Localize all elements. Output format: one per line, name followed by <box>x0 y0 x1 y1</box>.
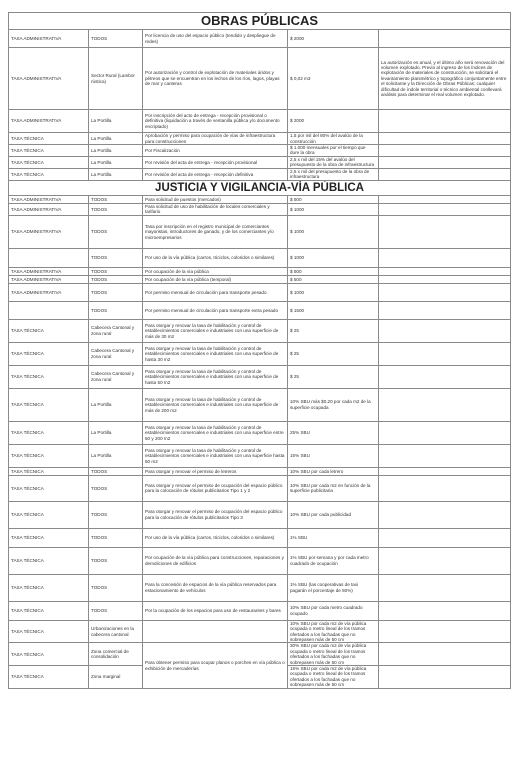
notes-cell <box>379 601 511 620</box>
ambito-cell: La Portilla <box>89 168 143 180</box>
fees-table <box>8 12 511 689</box>
ambito-cell: Cabecera Cantonal y zona rural <box>89 319 143 342</box>
ambito-cell: TODOS <box>89 301 143 319</box>
concept-cell: Aprobación y permiso para ocupación de vías de infraestructura para construcciones <box>143 133 288 145</box>
ambito-cell: TODOS <box>89 267 143 275</box>
tariff-cell: 1% SBU por semana y por cada metro cuadrado de ocupación <box>288 547 379 574</box>
section-header-row <box>9 180 511 195</box>
concept-cell: Por inscripción del acto de entrega - recepción provisional o definitiva (liquidación a través de ventanilla pública y/o documento encriptado) <box>143 110 288 133</box>
tasa-cell: TASA TÉCNICA <box>9 475 89 501</box>
tariff-cell: 10% SBU por cada letrero <box>288 467 379 475</box>
table-row <box>9 48 511 110</box>
table-row <box>9 301 511 319</box>
notes-cell <box>379 145 511 157</box>
table-row <box>9 283 511 301</box>
tasa-cell <box>9 248 89 267</box>
tasa-cell: TASA ADMINISTRATIVA <box>9 110 89 133</box>
concept-cell: Por permiso mensual de circulación para transporte extra pesado <box>143 301 288 319</box>
notes-cell <box>379 195 511 203</box>
tasa-cell: TASA TÉCNICA <box>9 547 89 574</box>
tasa-cell: TASA TÉCNICA <box>9 444 89 467</box>
notes-cell <box>379 388 511 421</box>
notes-cell <box>379 475 511 501</box>
tasa-cell: TASA TÉCNICA <box>9 145 89 157</box>
table-row <box>9 195 511 203</box>
tasa-cell: TASA ADMINISTRATIVA <box>9 215 89 248</box>
ambito-cell: TODOS <box>89 467 143 475</box>
ambito-cell: La Portilla <box>89 133 143 145</box>
section-header-row <box>9 13 511 30</box>
tasa-cell: TASA ADMINISTRATIVA <box>9 195 89 203</box>
concept-cell: Por permiso mensual de circulación para transporte pesado <box>143 283 288 301</box>
table-row <box>9 30 511 48</box>
ambito-cell: TODOS <box>89 203 143 215</box>
tasa-cell: TASA TÉCNICA <box>9 156 89 168</box>
table-row <box>9 156 511 168</box>
ambito-cell: Cabecera Cantonal y zona rural <box>89 342 143 365</box>
tariff-cell: $ 1500 <box>288 301 379 319</box>
tariff-cell: $ 1000 <box>288 215 379 248</box>
tariff-cell: 10% SBU más $0,20 por cada m2 de la superficie ocupada <box>288 388 379 421</box>
tasa-cell: TASA TÉCNICA <box>9 168 89 180</box>
tasa-cell: TASA ADMINISTRATIVA <box>9 275 89 283</box>
tasa-cell: TASA TÉCNICA <box>9 601 89 620</box>
notes-cell <box>379 547 511 574</box>
ambito-cell: La Portilla <box>89 421 143 444</box>
table-row <box>9 319 511 342</box>
notes-cell <box>379 110 511 133</box>
tasa-cell: TASA ADMINISTRATIVA <box>9 203 89 215</box>
table-row <box>9 168 511 180</box>
notes-cell <box>379 421 511 444</box>
concept-cell: Para otorgar y renovar la tasa de habilitación y control de establecimientos comerciales e industriales con una superficie de más de 200 m2 <box>143 388 288 421</box>
ambito-cell: Cabecera Cantonal y zona rural <box>89 365 143 388</box>
ambito-cell: TODOS <box>89 574 143 601</box>
table-row <box>9 528 511 547</box>
ambito-cell: TODOS <box>89 215 143 248</box>
notes-cell <box>379 248 511 267</box>
tariff-cell: 15% SBU por cada m2 de vía pública ocupada o metro lineal de los tramos ofertados a los fachadas que no sobrepasen más de 50 cm <box>288 666 379 689</box>
concept-cell: Por Fiscalización <box>143 145 288 157</box>
table-row <box>9 133 511 145</box>
concept-cell: Para otorgar y renovar el permiso de letreros <box>143 467 288 475</box>
notes-cell <box>379 528 511 547</box>
notes-cell <box>379 30 511 48</box>
tariff-cell: $ 25 <box>288 319 379 342</box>
tariff-cell: $ 0,02 m3 <box>288 48 379 110</box>
concept-cell: Por autorización y control de explotación de materiales áridos y pétreos que se encuentran en los lechos de los ríos, lagos, playas de mar y canteras <box>143 48 288 110</box>
tariff-cell: $ 25 <box>288 365 379 388</box>
concept-cell: Por ocupación de la vía pública (temporal) <box>143 275 288 283</box>
concept-cell: Para otorgar y renovar la tasa de habilitación y control de establecimientos comerciales e industriales con una superficie de hasta 30 m2 <box>143 342 288 365</box>
table-row <box>9 501 511 528</box>
notes-cell <box>379 275 511 283</box>
tariff-cell: 2,5 x mil del presupuesto de la obra de infraestructura <box>288 168 379 180</box>
tariff-cell: 1% SBU (las cooperativas de taxi pagarán el porcentaje de 50%) <box>288 574 379 601</box>
tariff-cell: $ 500 <box>288 195 379 203</box>
tariff-cell: $ 2000 <box>288 30 379 48</box>
tasa-cell: TASA TÉCNICA <box>9 421 89 444</box>
tariff-cell: 2,5 x mil del 15% del avalúo del presupuesto de la obra de infraestructura <box>288 156 379 168</box>
document-page <box>8 12 510 689</box>
notes-cell <box>379 267 511 275</box>
tasa-cell: TASA TÉCNICA <box>9 342 89 365</box>
tasa-cell <box>9 301 89 319</box>
table-row <box>9 342 511 365</box>
notes-cell <box>379 203 511 215</box>
ambito-cell: La Portilla <box>89 388 143 421</box>
concept-cell: Por uso de la vía pública (carros, triciclos, coloridos o similares) <box>143 248 288 267</box>
ambito-cell: TODOS <box>89 601 143 620</box>
concept-cell: Para obtener permiso para ocupar planos o porches en vía pública o exhibición de mercaderías <box>143 643 288 688</box>
tariff-cell: $ 1000 <box>288 203 379 215</box>
ambito-cell: La Portilla <box>89 444 143 467</box>
table-row <box>9 601 511 620</box>
concept-cell: Para otorgar y renovar la tasa de habilitación y control de establecimientos comerciales e industriales con una superficie hasta 50 m2 <box>143 444 288 467</box>
ambito-cell: TODOS <box>89 501 143 528</box>
ambito-cell: La Portilla <box>89 145 143 157</box>
table-row <box>9 421 511 444</box>
ambito-cell: Sector Rural (Lambor rústica) <box>89 48 143 110</box>
tasa-cell: TASA TÉCNICA <box>9 643 89 666</box>
concept-cell: Por ocupación de la vía pública <box>143 267 288 275</box>
table-row <box>9 110 511 133</box>
notes-cell <box>379 301 511 319</box>
tasa-cell: TASA TÉCNICA <box>9 528 89 547</box>
concept-cell: Para la concesión de espacios de la vía pública reservados para estacionamiento de vehículos <box>143 574 288 601</box>
ambito-cell: TODOS <box>89 195 143 203</box>
tariff-cell: 10% SBU por cada publicidad <box>288 501 379 528</box>
ambito-cell: La Portilla <box>89 110 143 133</box>
notes-cell <box>379 156 511 168</box>
tasa-cell: TASA TÉCNICA <box>9 666 89 689</box>
ambito-cell: Zona marginal <box>89 666 143 689</box>
ambito-cell: TODOS <box>89 283 143 301</box>
tariff-cell: 10% SBU por cada m2 en función de la superficie publicitaria <box>288 475 379 501</box>
tasa-cell: TASA ADMINISTRATIVA <box>9 30 89 48</box>
table-row <box>9 203 511 215</box>
notes-cell <box>379 365 511 388</box>
tariff-cell: 1% SBU <box>288 528 379 547</box>
ambito-cell: La Portilla <box>89 156 143 168</box>
notes-cell <box>379 574 511 601</box>
tariff-cell: 30% SBU por cada m2 de vía pública ocupada o metro lineal de los tramos ofertados a los fachadas que no sobrepasen más de 50 cm <box>288 643 379 666</box>
ambito-cell: Zona comercial de consolidación <box>89 643 143 666</box>
tasa-cell: TASA ADMINISTRATIVA <box>9 48 89 110</box>
ambito-cell: TODOS <box>89 528 143 547</box>
tariff-cell: $ 2000 <box>288 110 379 133</box>
notes-cell <box>379 283 511 301</box>
tasa-cell: TASA TÉCNICA <box>9 133 89 145</box>
notes-cell <box>379 319 511 342</box>
table-row <box>9 467 511 475</box>
concept-cell: Para otorgar y renovar la tasa de habilitación y control de establecimientos comerciales e industriales con una superficie de más de 30 m2 <box>143 319 288 342</box>
tariff-cell: $ 500 <box>288 267 379 275</box>
notes-cell <box>379 168 511 180</box>
concept-cell: Por licencia de uso del espacio público (tendido y despliegue de redes) <box>143 30 288 48</box>
ambito-cell: TODOS <box>89 248 143 267</box>
concept-cell: Para solicitud de puestos (mercados) <box>143 195 288 203</box>
notes-cell: La autorización es anual, y el último año será renovación del volumen explotado. Previo al ingreso de los índices de explotación de materiales de construcción, se solicitará el levantamiento planimétrico y topográfico conjuntamente entre el solicitante y la Dirección de Obras Públicas; cualquier dificultad de índole territorial o técnico ambiental conllevará análisis para determinar el real volumen explotado. <box>379 48 511 110</box>
table-row <box>9 444 511 467</box>
notes-cell <box>379 501 511 528</box>
tariff-cell: 25% SBU <box>288 421 379 444</box>
table-row <box>9 547 511 574</box>
tasa-cell: TASA TÉCNICA <box>9 319 89 342</box>
concept-cell: Para otorgar y renovar la tasa de habilitación y control de establecimientos comerciales e industriales con una superficie entre 50 y 200 m2 <box>143 421 288 444</box>
tasa-cell: TASA TÉCNICA <box>9 388 89 421</box>
section-title: JUSTICIA Y VIGILANCIA-VÍA PÚBLICA <box>9 180 511 195</box>
tariff-cell: 15% SBU <box>288 444 379 467</box>
ambito-cell: TODOS <box>89 30 143 48</box>
tasa-cell: TASA ADMINISTRATIVA <box>9 283 89 301</box>
notes-cell <box>379 666 511 689</box>
notes-cell <box>379 342 511 365</box>
table-row <box>9 574 511 601</box>
concept-cell: Por la ocupación de los espacios para uso de restaurantes y bares <box>143 601 288 620</box>
concept-cell: Para otorgar y renovar el permiso de ocupación del espacio público para la colocación de rótulos publicitarios Tipo 3 <box>143 501 288 528</box>
table-row <box>9 643 511 666</box>
tariff-cell: 1.5 por mil del 80% del avalúo de la construcción <box>288 133 379 145</box>
concept-cell: Por revisión del acta de entrega - recepción definitiva <box>143 168 288 180</box>
concept-cell: Para solicitud de uso de habilitación de locales comerciales y tarifario <box>143 203 288 215</box>
section-title: OBRAS PÚBLICAS <box>9 13 511 30</box>
tariff-cell: $ 1.000 mensuales por el tiempo que dure la obra <box>288 145 379 157</box>
table-row <box>9 275 511 283</box>
notes-cell <box>379 444 511 467</box>
tariff-cell: $ 1000 <box>288 248 379 267</box>
table-row <box>9 365 511 388</box>
concept-cell: Por ocupación de la vía pública para construcciones, reparaciones y demoliciones de edificios <box>143 547 288 574</box>
ambito-cell: TODOS <box>89 275 143 283</box>
notes-cell <box>379 133 511 145</box>
tasa-cell: TASA TÉCNICA <box>9 574 89 601</box>
concept-cell: Por uso de la vía pública (carros, triciclos, coloridos o similares) <box>143 528 288 547</box>
notes-cell <box>379 643 511 666</box>
table-row <box>9 145 511 157</box>
tasa-cell: TASA TÉCNICA <box>9 620 89 643</box>
table-row <box>9 215 511 248</box>
concept-cell: Para otorgar y renovar la tasa de habilitación y control de establecimientos comerciales e industriales con una superficie de hasta 50 m2 <box>143 365 288 388</box>
tariff-cell: $ 500 <box>288 275 379 283</box>
notes-cell <box>379 467 511 475</box>
tasa-cell: TASA ADMINISTRATIVA <box>9 267 89 275</box>
ambito-cell: TODOS <box>89 547 143 574</box>
ambito-cell: Urbanizaciones en la cabecera cantonal <box>89 620 143 643</box>
notes-cell <box>379 620 511 643</box>
table-row <box>9 388 511 421</box>
tariff-cell: $ 1000 <box>288 283 379 301</box>
tariff-cell: 10% SBU por cada m2 de vía pública ocupada o metro lineal de los tramos ofertados a los fachadas que no sobrepasen más de 50 cm <box>288 620 379 643</box>
tasa-cell: TASA TÉCNICA <box>9 501 89 528</box>
concept-cell: Por revisión del acta de entrega - recepción provisional <box>143 156 288 168</box>
table-row <box>9 475 511 501</box>
concept-cell <box>143 620 288 643</box>
table-row <box>9 248 511 267</box>
tariff-cell: 10% SBU por cada metro cuadrado ocupado <box>288 601 379 620</box>
notes-cell <box>379 215 511 248</box>
ambito-cell: TODOS <box>89 475 143 501</box>
concept-cell: Tasa por inscripción en el registro municipal de comerciantes mayoristas, introductores de ganado, y de los comerciantes y/o microempresarios <box>143 215 288 248</box>
tasa-cell: TASA TÉCNICA <box>9 365 89 388</box>
tasa-cell: TASA TÉCNICA <box>9 467 89 475</box>
tariff-cell: $ 25 <box>288 342 379 365</box>
concept-cell: Para otorgar y renovar el permiso de ocupación del espacio público para la colocación de rótulos publicitarios Tipo 1 y 2 <box>143 475 288 501</box>
table-row <box>9 267 511 275</box>
table-row <box>9 620 511 643</box>
